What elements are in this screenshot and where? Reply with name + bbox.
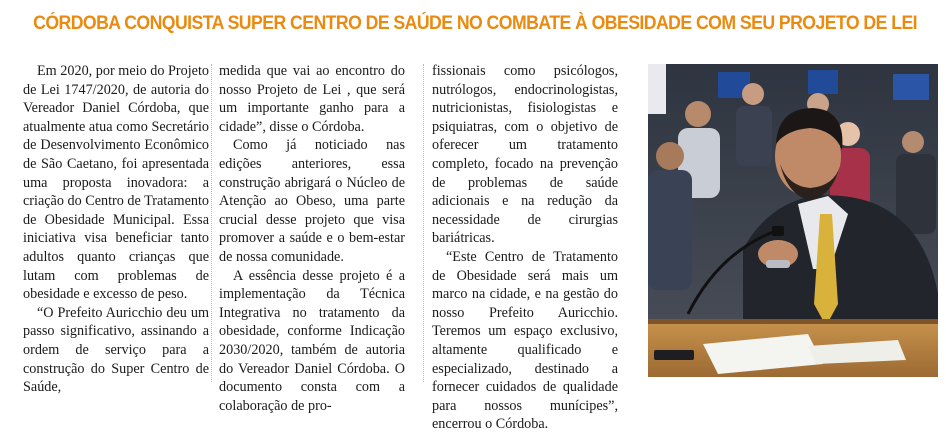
column-separator xyxy=(423,64,424,382)
text-column-2 xyxy=(219,62,405,415)
paragraph: “Este Centro de Tratamento de Obesidade será mais um marco na cidade, e na gestão do nosso Prefeito Auricchio. Teremos um espaço exclusivo, altamente qualificado e especializado, destinado a fornecer cuidados de qualidade para nossos munícipes”, encerrou o Córdoba. xyxy=(432,248,618,433)
headline: CÓRDOBA CONQUISTA SUPER CENTRO DE SAÚDE NO COMBATE À OBESIDADE COM SEU PROJETO DE LEI xyxy=(33,13,918,34)
paragraph: Em 2020, por meio do Projeto de Lei 1747/2020, de autoria do Vereador Daniel Córdoba, que atualmente atua como Secretário de Desenvolvimento Econômico de São Caetano, foi apresentada uma proposta inovadora: a criação do Centro de Tratamento de Obesidade Municipal. Essa iniciativa visa beneficiar tanto adultos quanto crianças que lutam com problemas de obesidade e excesso de peso. xyxy=(23,63,209,303)
column-separator xyxy=(211,64,212,382)
text-column-1 xyxy=(23,62,209,397)
paragraph: A essência desse projeto é a implementação da Técnica Integrativa no tratamento da obesidade, conforme Indicação 2030/2020, também de autoria do Vereador Daniel Córdoba. O documento consta com a colaboração de pro- xyxy=(219,267,405,414)
text-column-3 xyxy=(432,62,618,434)
paragraph: “O Prefeito Auricchio deu um passo significativo, assinando a ordem de serviço para a construção do Super Centro de Saúde, xyxy=(23,304,209,396)
paragraph: fissionais como psicólogos, nutrólogos, endocrinologistas, nutricionistas, fisiologistas e psiquiatras, com o objetivo de oferecer um tratamento completo, focado na prevenção de problemas de saúde adicionais e na redução da necessidade de cirurgias bariátricas. xyxy=(432,63,618,247)
paragraph: medida que vai ao encontro do nosso Projeto de Lei , que será um importante ganho para a cidade”, disse o Córdoba. xyxy=(219,63,405,135)
speaker-illustration xyxy=(648,64,938,377)
news-photo xyxy=(648,64,938,377)
paragraph: Como já noticiado nas edições anteriores, essa construção abrigará o Núcleo de Atenção ao Obeso, uma parte crucial desse projeto que visa promover a saúde e o bem-estar de nossa comunidade. xyxy=(219,137,405,265)
